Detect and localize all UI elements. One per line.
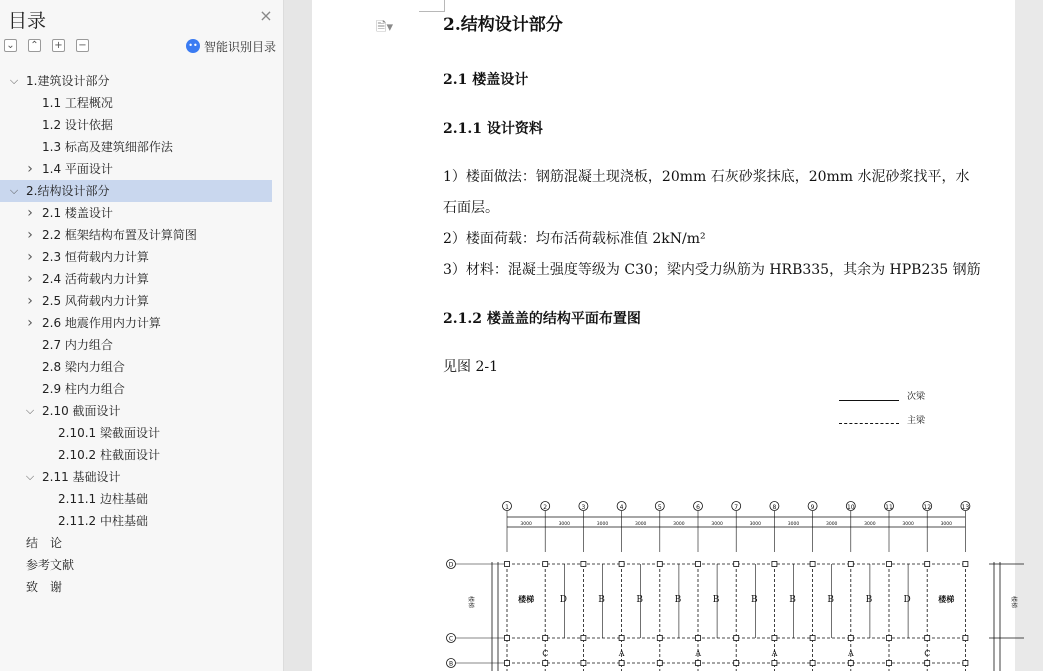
toc-item-label: 1.2 设计依据 — [42, 118, 113, 132]
axis-number: 6 — [696, 504, 700, 511]
page-corner-mark — [419, 0, 445, 12]
ai-icon: •• — [186, 39, 200, 53]
toc-item-label: 2.5 风荷载内力计算 — [42, 294, 149, 308]
axis-number: 8 — [772, 504, 777, 511]
column-marker — [581, 636, 586, 641]
span-label: 3000 — [787, 522, 800, 527]
column-marker — [848, 562, 853, 567]
column-marker — [887, 562, 892, 567]
column-marker — [734, 562, 739, 567]
toc-item[interactable] — [0, 532, 284, 554]
column-marker — [543, 636, 548, 641]
toc-item-label: 2.9 柱内力组合 — [42, 382, 125, 396]
toc-item-label: 2.11.2 中柱基础 — [58, 514, 148, 528]
axis-number: 9 — [810, 504, 815, 511]
heading-2-1-1: 2.1.1 设计资料 — [443, 121, 543, 137]
paragraph-1-line-1: 1）楼面做法：钢筋混凝土现浇板，20mm 石灰砂浆抹底，20mm 水泥砂浆找平，水 — [443, 169, 970, 185]
bay-label: B — [712, 595, 720, 605]
span-label: 3000 — [558, 522, 571, 527]
toc-item-label: 2.4 活荷载内力计算 — [42, 272, 149, 286]
paragraph-1-line-2: 石面层。 — [443, 200, 499, 216]
bay-label: B — [636, 595, 644, 605]
toc-item[interactable] — [0, 422, 284, 444]
span-label: 3000 — [634, 522, 647, 527]
column-marker — [848, 636, 853, 641]
toc-item-label: 2.10 截面设计 — [42, 404, 121, 418]
toc-item-label: 2.3 恒荷载内力计算 — [42, 250, 149, 264]
column-marker — [543, 562, 548, 567]
legend-secondary-beam-label: 次梁 — [907, 392, 926, 402]
column-marker — [734, 661, 739, 666]
row-axis-label: B — [448, 660, 454, 668]
heading-2-1: 2.1 楼盖设计 — [443, 72, 529, 88]
column-marker — [772, 636, 777, 641]
close-icon[interactable]: × — [259, 6, 273, 25]
toc-item[interactable] — [0, 202, 284, 224]
span-label: 3000 — [520, 522, 532, 527]
span-label: 3000 — [673, 522, 685, 527]
toc-item[interactable] — [0, 224, 284, 246]
chevron-right-icon[interactable]: › — [27, 315, 33, 331]
column-marker — [505, 636, 510, 641]
column-marker — [963, 636, 968, 641]
bay-label: 楼梯 — [518, 594, 535, 604]
smart-toc-label: 智能识别目录 — [204, 39, 277, 54]
toc-list — [0, 70, 284, 598]
column-marker — [848, 661, 853, 666]
axis-number: 11 — [885, 504, 893, 511]
structural-plan-figure — [444, 380, 1024, 671]
toc-item-label: 2.结构设计部分 — [26, 184, 110, 198]
toc-item[interactable] — [0, 576, 284, 598]
bay-label-bottom: A — [618, 649, 625, 658]
expand-all-button[interactable]: ⌃ — [28, 39, 41, 52]
row-axis-label: C — [448, 635, 454, 643]
toc-item-label: 结 论 — [26, 536, 63, 550]
span-label: 3000 — [940, 522, 953, 527]
bay-label: D — [559, 595, 567, 605]
bay-label: D — [903, 595, 911, 605]
toc-item[interactable] — [0, 554, 284, 576]
toc-title: 目录 — [8, 10, 47, 32]
bay-label-bottom: A — [695, 649, 701, 658]
toc-item-label: 2.10.1 梁截面设计 — [58, 426, 160, 440]
bay-label-bottom: C — [924, 649, 931, 658]
heading-2: 2.结构设计部分 — [443, 15, 563, 35]
toc-item-label: 2.1 楼盖设计 — [42, 206, 113, 220]
page-gutter — [292, 0, 312, 671]
bay-label: B — [674, 595, 682, 605]
column-marker — [925, 661, 930, 666]
toc-item[interactable] — [0, 158, 284, 180]
paragraph-3: 3）材料：混凝土强度等级为 C30；梁内受力纵筋为 HRB335，其余为 HPB235 钢筋 — [443, 262, 981, 278]
toc-item[interactable] — [0, 268, 284, 290]
column-marker — [963, 562, 968, 567]
column-marker — [772, 562, 777, 567]
toc-item[interactable] — [0, 136, 284, 158]
column-marker — [810, 636, 815, 641]
chevron-right-icon[interactable]: › — [27, 271, 33, 287]
toc-item-label: 1.3 标高及建筑细部作法 — [42, 140, 173, 154]
span-label: 3000 — [711, 522, 723, 527]
column-marker — [581, 661, 586, 666]
toc-item[interactable] — [0, 334, 284, 356]
column-marker — [696, 562, 701, 567]
span-label: 3000 — [825, 522, 838, 527]
column-marker — [581, 562, 586, 567]
row-axis-label: D — [448, 561, 454, 569]
column-marker — [505, 661, 510, 666]
smart-toc-button[interactable] — [186, 38, 276, 54]
toc-item-label: 2.7 内力组合 — [42, 338, 113, 352]
axis-number: 10 — [846, 504, 855, 511]
collapse-all-button[interactable]: ⌄ — [4, 39, 17, 52]
span-label: 3000 — [749, 522, 762, 527]
bay-label: B — [750, 595, 758, 605]
toc-item[interactable] — [0, 378, 284, 400]
axis-number: 5 — [657, 504, 662, 511]
toc-item-label: 2.11.1 边柱基础 — [58, 492, 148, 506]
toc-item[interactable] — [0, 510, 284, 532]
toc-item-label: 参考文献 — [26, 558, 75, 572]
toc-item-label: 2.8 梁内力组合 — [42, 360, 125, 374]
axis-number: 7 — [734, 504, 739, 511]
toc-item[interactable] — [0, 246, 284, 268]
document-page[interactable] — [312, 0, 1015, 671]
document-icon[interactable]: 🗎▾ — [376, 20, 393, 35]
toc-item-label: 2.10.2 柱截面设计 — [58, 448, 160, 462]
heading-2-1-2: 2.1.2 楼盖盖的结构平面布置图 — [443, 311, 641, 327]
bay-label-bottom: A — [848, 649, 854, 658]
chevron-right-icon[interactable]: › — [27, 205, 33, 221]
chevron-down-icon[interactable]: ⌵ — [9, 184, 19, 197]
toc-item[interactable] — [0, 466, 284, 488]
remove-heading-button[interactable]: − — [76, 39, 89, 52]
toc-item[interactable] — [0, 180, 272, 202]
bay-label-bottom: C — [542, 649, 549, 658]
column-marker — [810, 661, 815, 666]
column-marker — [925, 562, 930, 567]
chevron-right-icon[interactable]: › — [27, 249, 33, 265]
chevron-right-icon[interactable]: › — [27, 293, 33, 309]
column-marker — [772, 661, 777, 666]
bay-label: 楼梯 — [938, 594, 955, 604]
column-marker — [887, 636, 892, 641]
toc-item[interactable] — [0, 92, 284, 114]
span-label: 3000 — [902, 522, 914, 527]
toc-item[interactable] — [0, 70, 284, 92]
column-marker — [543, 661, 548, 666]
column-marker — [810, 562, 815, 567]
toc-item[interactable] — [0, 290, 284, 312]
bay-label: B — [598, 595, 605, 605]
column-marker — [619, 562, 624, 567]
axis-number: 12 — [923, 504, 932, 511]
span-label: 3000 — [596, 522, 609, 527]
column-marker — [657, 636, 662, 641]
column-marker — [657, 562, 662, 567]
chevron-down-icon[interactable]: ⌵ — [25, 470, 35, 483]
column-marker — [734, 636, 739, 641]
toc-item-label: 2.6 地震作用内力计算 — [42, 316, 161, 330]
plan-drawing — [444, 380, 1024, 671]
toc-item-label: 1.建筑设计部分 — [26, 74, 110, 88]
axis-number: 2 — [543, 504, 548, 511]
bay-label: B — [789, 595, 796, 605]
column-marker — [925, 636, 930, 641]
axis-number: 13 — [961, 504, 970, 511]
column-marker — [657, 661, 662, 666]
column-marker — [619, 661, 624, 666]
sidebar-resize-handle[interactable] — [284, 0, 292, 671]
toc-item-label: 1.4 平面设计 — [42, 162, 113, 176]
toc-item[interactable] — [0, 400, 284, 422]
figure-reference: 见图 2-1 — [443, 359, 498, 375]
column-marker — [887, 661, 892, 666]
bay-label-bottom: A — [771, 649, 778, 658]
chevron-down-icon[interactable]: ⌵ — [9, 74, 19, 87]
side-note: 楼梯 — [1010, 595, 1017, 609]
side-note: 楼梯 — [467, 595, 474, 609]
legend-main-beam-label: 主梁 — [907, 416, 926, 426]
axis-number: 1 — [505, 504, 509, 511]
column-marker — [696, 636, 701, 641]
axis-number: 4 — [619, 504, 624, 511]
bay-label: B — [827, 595, 835, 605]
toc-item-label: 2.11 基础设计 — [42, 470, 121, 484]
paragraph-2: 2）楼面荷载：均布活荷载标准值 2kN/m² — [443, 231, 706, 247]
column-marker — [696, 661, 701, 666]
toc-item[interactable] — [0, 488, 284, 510]
chevron-right-icon[interactable]: › — [27, 161, 33, 177]
axis-number: 3 — [581, 504, 586, 511]
column-marker — [619, 636, 624, 641]
toc-sidebar — [0, 0, 284, 671]
chevron-right-icon[interactable]: › — [27, 227, 33, 243]
add-heading-button[interactable]: + — [52, 39, 65, 52]
bay-label: B — [865, 595, 873, 605]
column-marker — [505, 562, 510, 567]
toc-item-label: 2.2 框架结构布置及计算简图 — [42, 228, 197, 242]
toc-item-label: 致 谢 — [26, 580, 63, 594]
toc-item[interactable] — [0, 114, 284, 136]
toc-item[interactable] — [0, 444, 284, 466]
toc-item[interactable] — [0, 356, 284, 378]
span-label: 3000 — [864, 522, 876, 527]
column-marker — [963, 661, 968, 666]
chevron-down-icon[interactable]: ⌵ — [25, 404, 35, 417]
toc-item-label: 1.1 工程概况 — [42, 96, 113, 110]
toc-item[interactable] — [0, 312, 284, 334]
